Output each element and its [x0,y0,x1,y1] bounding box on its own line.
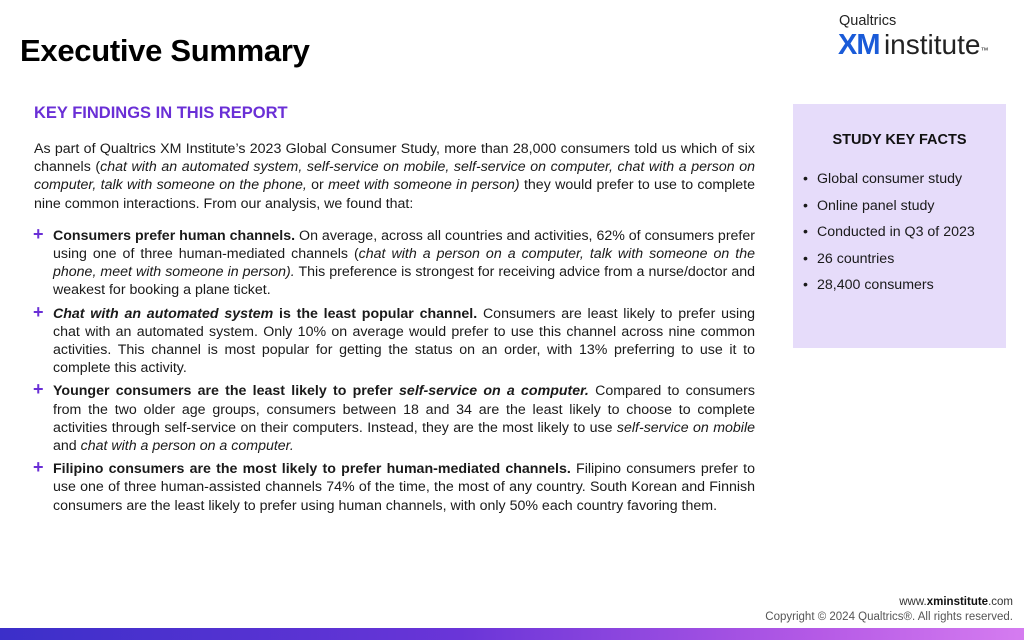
finding-headline: Filipino consumers are the most likely to prefer human-mediated channels. [53,461,571,478]
url-prefix: www. [899,596,927,608]
fact-text: Online panel study [817,197,935,214]
plus-icon: + [33,379,44,400]
finding-text: Filipino consumers prefer to use one of three human-assisted channels 74% of the time, the most of any country. South Korean and Finnish consumers are the least likely to prefer using human channels, with only 50% each country favoring them. [53,461,755,514]
finding-headline: Younger consumers are the least likely to prefer [53,383,400,400]
finding-headline: is the least popular channel. [273,305,478,322]
url-domain: xminstitute [926,596,989,608]
plus-icon: + [33,457,44,478]
finding-text: Compared to consumers from the two older age groups, consumers between 18 and 34 are the least likely to choose to complete activities through self-service on their computers. Instead, they are the most likely to use [53,383,755,436]
finding-headline: Consumers prefer human channels. [53,227,296,244]
finding-text: This preference is strongest for receiving advice from a nurse/doctor and weakest for booking a plane ticket. [53,264,755,299]
plus-icon: + [33,223,44,244]
fact-item [803,197,1006,215]
plus-icon: + [33,301,44,322]
section-heading: KEY FINDINGS IN THIS REPORT [34,104,288,122]
logo-xm-text: XM [838,29,880,61]
finding-italic: chat with a person on a computer. [80,438,294,455]
bullet-icon: • [803,224,808,240]
fact-text: 26 countries [817,250,895,267]
intro-channels: chat with an automated system, self-service on mobile, self-service on computer, chat with a person on computer, talk with someone on the phone, [34,159,755,194]
finding-italic: self-service on mobile [616,419,755,436]
intro-text-1: As part of Qualtrics XM Institute’s 2023 Global Consumer Study, more than 28,000 consumers told us which of six channels ( [34,141,755,176]
logo-qualtrics-text: Qualtrics [839,13,897,29]
intro-text-3: they would prefer to use to complete nine common interactions. From our analysis, we found that: [34,177,755,212]
finding-text: and [53,438,81,455]
qualtrics-xm-institute-logo [838,12,988,65]
finding-text: On average, across all countries and activities, 62% of consumers prefer using one of three human-mediated channels ( [53,227,755,263]
fact-item [803,170,1006,188]
logo-trademark: ™ [980,46,989,55]
finding-item [33,457,755,515]
fact-text: 28,400 consumers [817,277,934,293]
finding-headline-italic: Chat with an automated system [53,305,274,322]
intro-channel-last: meet with someone in person) [328,177,520,194]
finding-item [33,379,755,455]
finding-text: Consumers are least likely to prefer using chat with an automated system. Only 10% on average would prefer to use this channel across nine common activities. This channel is most popular for getting the status on an order, with 13% preferring to use it to complete this activity. [53,305,755,377]
fact-item [803,223,1006,241]
fact-item [803,250,1006,268]
page-title: Executive Summary [20,33,310,68]
url-suffix: .com [988,596,1013,608]
footer-copyright: Copyright © 2024 Qualtrics®. All rights reserved. [765,611,1013,623]
intro-paragraph [34,140,755,213]
footer-website-link[interactable] [899,596,1013,608]
bullet-icon: • [803,197,808,214]
bullet-icon: • [803,250,808,267]
facts-title: STUDY KEY FACTS [832,132,967,148]
fact-text: Global consumer study [817,171,963,187]
fact-item [803,276,1006,294]
fact-text: Conducted in Q3 of 2023 [817,224,975,240]
intro-text-2: or [306,177,329,194]
finding-italic: chat with a person on a computer, talk with someone on the phone, meet with someone in person). [53,246,755,281]
finding-headline-italic: self-service on a computer. [399,383,589,400]
facts-list [793,170,1006,294]
bottom-gradient-bar [0,628,1024,640]
bullet-icon: • [803,277,808,293]
bullet-icon: • [803,171,808,187]
study-key-facts-box [793,104,1006,348]
key-findings-section [34,104,755,520]
logo-institute-text: institute [883,29,981,60]
finding-item [33,223,755,300]
finding-item [33,301,755,378]
findings-list [33,223,755,515]
logo-main-text [838,30,988,65]
